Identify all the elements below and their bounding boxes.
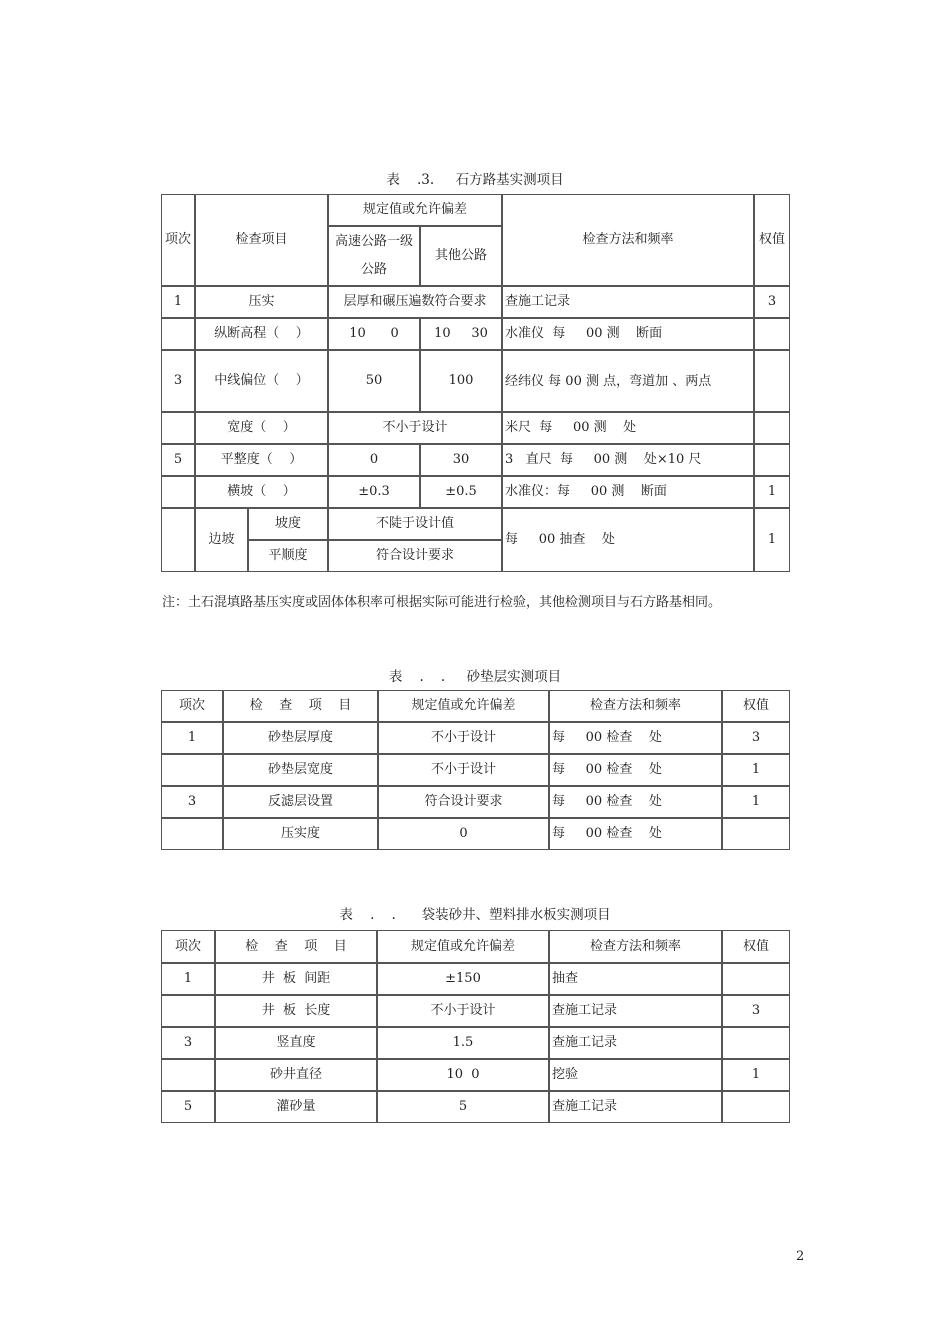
- row-method: 每 00 检查 处: [549, 818, 722, 850]
- row-weight: 1: [754, 476, 790, 508]
- row-value-other: ±0.5: [420, 476, 502, 508]
- row-weight: 1: [722, 786, 790, 818]
- page-number: 2: [796, 1249, 805, 1264]
- row-weight: [754, 412, 790, 444]
- table3: [161, 930, 790, 1123]
- slope-sub-label: 坡度: [248, 508, 328, 540]
- slope-sub-label: 平顺度: [248, 540, 328, 572]
- row-item: 砂垫层厚度: [223, 722, 378, 754]
- row-item: 砂井直径: [215, 1059, 377, 1091]
- row-value-other: 100: [420, 350, 502, 412]
- row-method: 水准仪 每 00 测 断面: [502, 318, 754, 350]
- header-method: 检查方法和频率: [549, 690, 722, 722]
- row-seq: 3: [161, 1027, 215, 1059]
- row-method: 每 00 检查 处: [549, 786, 722, 818]
- row-allowance: 1.5: [377, 1027, 549, 1059]
- row-method: 水准仪：每 00 测 断面: [502, 476, 754, 508]
- header-allowance: 规定值或允许偏差: [377, 930, 549, 963]
- table-row: [161, 476, 790, 508]
- row-allowance: ±150: [377, 963, 549, 995]
- header-weight: 权值: [754, 194, 790, 286]
- row-allowance: 层厚和碾压遍数符合要求: [328, 286, 502, 318]
- row-method: 查施工记录: [502, 286, 754, 318]
- row-weight: 1: [754, 508, 790, 572]
- table2-caption: 表 . . 砂垫层实测项目: [388, 669, 562, 685]
- table-row: [161, 754, 790, 786]
- table-row: [161, 995, 790, 1027]
- table-row: [161, 444, 790, 476]
- row-seq: 1: [161, 722, 223, 754]
- row-value-highway: 10 0: [328, 318, 420, 350]
- row-value-highway: 50: [328, 350, 420, 412]
- table-row: [161, 722, 790, 754]
- row-seq: [161, 1059, 215, 1091]
- row-item: 井 板 长度: [215, 995, 377, 1027]
- row-item: 压实: [195, 286, 328, 318]
- row-allowance: 不小于设计: [378, 754, 549, 786]
- table-row: [161, 286, 790, 318]
- row-allowance: 不小于设计: [378, 722, 549, 754]
- slope-group-label: 边坡: [195, 508, 248, 572]
- header-item: 检 查 项 目: [215, 930, 377, 963]
- table-row: [161, 1091, 790, 1123]
- row-seq: 5: [161, 444, 195, 476]
- row-allowance: 10 0: [377, 1059, 549, 1091]
- row-method: 查施工记录: [549, 1091, 722, 1123]
- row-item: 平整度（ ）: [195, 444, 328, 476]
- row-weight: 1: [722, 1059, 790, 1091]
- slope-value: 不陡于设计值: [328, 508, 502, 540]
- row-item: 中线偏位（ ）: [195, 350, 328, 412]
- row-item: 反滤层设置: [223, 786, 378, 818]
- header-method: 检查方法和频率: [502, 194, 754, 286]
- row-seq: 3: [161, 786, 223, 818]
- row-method: 抽查: [549, 963, 722, 995]
- row-method: 每 00 检查 处: [549, 722, 722, 754]
- row-allowance: 不小于设计: [328, 412, 502, 444]
- row-method: 查施工记录: [549, 995, 722, 1027]
- row-allowance: 0: [378, 818, 549, 850]
- row-allowance: 符合设计要求: [378, 786, 549, 818]
- row-method: 每 00 抽查 处: [502, 508, 754, 572]
- row-item: 砂垫层宽度: [223, 754, 378, 786]
- row-seq: [161, 818, 223, 850]
- header-allowance: 规定值或允许偏差: [328, 194, 502, 226]
- row-method: 查施工记录: [549, 1027, 722, 1059]
- table-row: [161, 1059, 790, 1091]
- row-seq: [161, 476, 195, 508]
- header-seq: 项次: [161, 690, 223, 722]
- row-item: 纵断高程（ ）: [195, 318, 328, 350]
- row-item: 压实度: [223, 818, 378, 850]
- row-weight: [754, 318, 790, 350]
- row-item: 横坡（ ）: [195, 476, 328, 508]
- row-seq: 1: [161, 963, 215, 995]
- header-other: 其他公路: [420, 226, 502, 286]
- row-weight: [754, 350, 790, 412]
- row-allowance: 不小于设计: [377, 995, 549, 1027]
- row-method: 经纬仪 每 00 测 点，弯道加 、两点: [502, 350, 754, 412]
- row-item: 宽度（ ）: [195, 412, 328, 444]
- header-item: 检查项目: [195, 194, 328, 286]
- row-seq: 1: [161, 286, 195, 318]
- header-item: 检 查 项 目: [223, 690, 378, 722]
- row-weight: 3: [722, 722, 790, 754]
- table1-note: 注：土石混填路基压实度或固体体积率可根据实际可能进行检验，其他检测项目与石方路基相同。: [162, 595, 722, 610]
- header-weight: 权值: [722, 930, 790, 963]
- header-seq: 项次: [161, 194, 195, 286]
- row-item: 井 板 间距: [215, 963, 377, 995]
- slope-value: 符合设计要求: [328, 540, 502, 572]
- row-weight: [722, 1091, 790, 1123]
- header-allowance: 规定值或允许偏差: [378, 690, 549, 722]
- table-row: [161, 1027, 790, 1059]
- row-method: 3 直尺 每 00 测 处×10 尺: [502, 444, 754, 476]
- row-item: 竖直度: [215, 1027, 377, 1059]
- row-method: 每 00 检查 处: [549, 754, 722, 786]
- row-allowance: 5: [377, 1091, 549, 1123]
- row-seq: 5: [161, 1091, 215, 1123]
- row-value-highway: 0: [328, 444, 420, 476]
- row-seq: 3: [161, 350, 195, 412]
- row-method: 米尺 每 00 测 处: [502, 412, 754, 444]
- row-weight: 1: [722, 754, 790, 786]
- table-row: [161, 818, 790, 850]
- table-row: [161, 412, 790, 444]
- table-row: [161, 350, 790, 412]
- table2: [161, 690, 790, 850]
- table-row: [161, 786, 790, 818]
- row-method: 挖验: [549, 1059, 722, 1091]
- row-weight: [722, 963, 790, 995]
- header-highway: 高速公路一级公路: [328, 226, 420, 286]
- row-value-highway: ±0.3: [328, 476, 420, 508]
- row-weight: [754, 444, 790, 476]
- table-row: [161, 508, 790, 540]
- table-row: [161, 963, 790, 995]
- row-item: 灌砂量: [215, 1091, 377, 1123]
- row-value-other: 10 30: [420, 318, 502, 350]
- row-value-other: 30: [420, 444, 502, 476]
- row-seq: [161, 318, 195, 350]
- row-weight: 3: [754, 286, 790, 318]
- row-weight: [722, 1027, 790, 1059]
- header-method: 检查方法和频率: [549, 930, 722, 963]
- row-seq: [161, 508, 195, 572]
- row-seq: [161, 754, 223, 786]
- table3-caption: 表 . . 袋装砂井、塑料排水板实测项目: [339, 907, 611, 923]
- header-weight: 权值: [722, 690, 790, 722]
- row-seq: [161, 995, 215, 1027]
- row-weight: 3: [722, 995, 790, 1027]
- table1-caption: 表 .3. 石方路基实测项目: [386, 172, 564, 188]
- row-seq: [161, 412, 195, 444]
- table1: [161, 194, 790, 572]
- header-seq: 项次: [161, 930, 215, 963]
- table-row: [161, 318, 790, 350]
- row-weight: [722, 818, 790, 850]
